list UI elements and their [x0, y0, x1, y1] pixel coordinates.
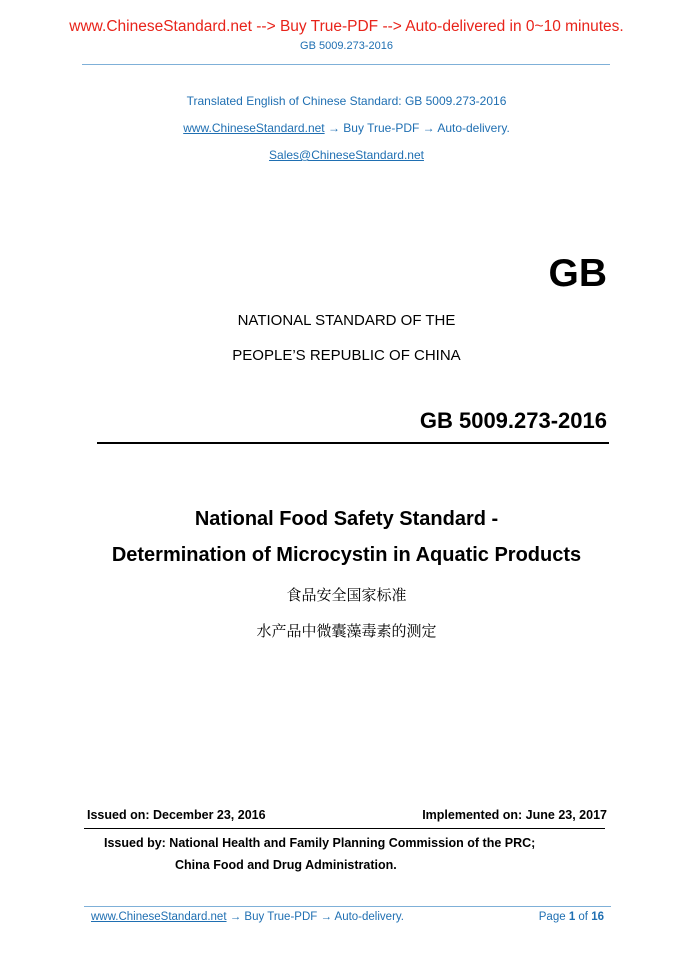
intro-sales-line	[0, 148, 693, 162]
title-line-2: Determination of Microcystin in Aquatic Products	[111, 544, 582, 566]
issued-by-line-2: China Food and Drug Administration.	[175, 858, 397, 872]
footer-site-link[interactable]: www.ChineseStandard.net	[91, 911, 227, 923]
page-current: 1	[568, 911, 576, 923]
chinese-title-line-1: 食品安全国家标准	[286, 586, 407, 604]
standard-number-rule	[97, 442, 609, 444]
footer-divider	[84, 906, 611, 907]
chinese-title-line-2: 水产品中微囊藻毒素的测定	[256, 622, 437, 640]
page-of-label: of	[575, 911, 592, 923]
issued-by-line-1: Issued by: National Health and Family Planning Commission of the PRC;	[104, 836, 536, 850]
header-divider	[82, 64, 610, 65]
footer-buy-text: → Buy True-PDF → Auto-delivery.	[226, 911, 404, 923]
title-line-1: National Food Safety Standard -	[194, 508, 499, 530]
implemented-on-date: Implemented on: June 23, 2017	[422, 808, 607, 822]
page-label: Page	[538, 911, 569, 923]
intro-site-link[interactable]: www.ChineseStandard.net	[183, 121, 325, 135]
national-standard-line-2: PEOPLE’S REPUBLIC OF CHINA	[232, 347, 461, 364]
footer-buy-line	[91, 911, 404, 923]
intro-buy-text: → Buy True-PDF → Auto-delivery.	[324, 121, 510, 135]
intro-buy-line	[0, 121, 693, 135]
translation-note: Translated English of Chinese Standard: GB 5009.273-2016	[186, 94, 507, 108]
page-indicator	[539, 911, 604, 923]
standard-number: GB 5009.273-2016	[419, 408, 607, 433]
national-standard-line-1: NATIONAL STANDARD OF THE	[237, 312, 456, 329]
page-total: 16	[591, 911, 604, 923]
issued-on-date: Issued on: December 23, 2016	[87, 808, 266, 822]
sales-email-link[interactable]: Sales@ChineseStandard.net	[269, 148, 424, 162]
dates-divider	[84, 828, 605, 829]
header-doc-number: GB 5009.273-2016	[300, 40, 393, 52]
top-banner-link[interactable]: www.ChineseStandard.net --> Buy True-PDF --> Auto-delivered in 0~10 minutes.	[69, 18, 624, 35]
gb-mark: GB	[548, 252, 607, 295]
